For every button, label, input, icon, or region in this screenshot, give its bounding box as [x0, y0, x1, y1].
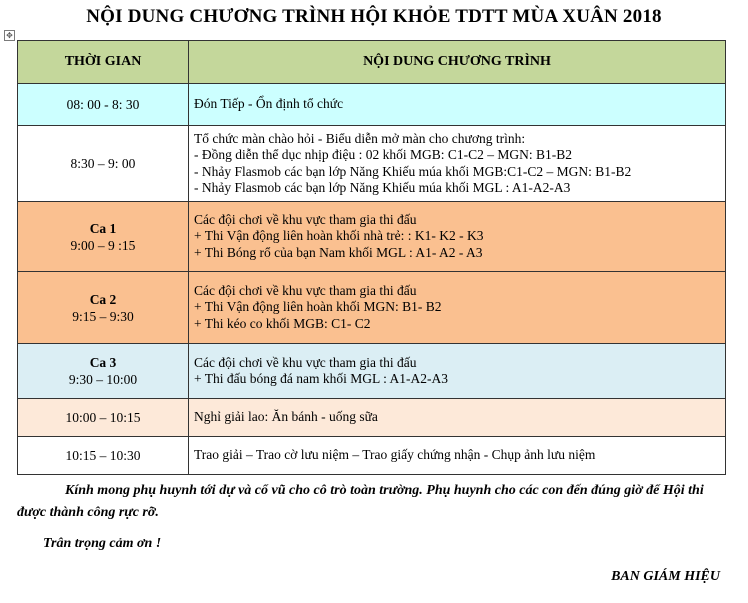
content-line: + Thi đấu bóng đá nam khối MGL : A1-A2-A3 [194, 371, 448, 386]
time-cell [18, 344, 189, 399]
content-line: - Nhảy Flasmob các bạn lớp Năng Khiếu múa khối MGB:C1-C2 – MGN: B1-B2 [194, 163, 632, 179]
table-row [18, 344, 726, 399]
table-row [18, 202, 726, 272]
content-cell [189, 202, 726, 272]
content-line: Các đội chơi về khu vực tham gia thi đấu [194, 282, 417, 298]
shift-label: Ca 1 [89, 220, 117, 236]
content-line: + Thi Vận động liên hoàn khối MGN: B1- B2 [194, 299, 442, 315]
time-text: 9:00 – 9 :15 [70, 237, 136, 253]
content-cell [189, 84, 726, 126]
time-text: 08: 00 - 8: 30 [66, 97, 140, 112]
content-line: + Thi Vận động liên hoàn khối nhà trẻ: : K1- K2 - K3 [194, 228, 484, 244]
table-row [18, 437, 726, 475]
table-header-row [18, 41, 726, 84]
time-cell [18, 272, 189, 344]
time-cell [18, 126, 189, 202]
thanks-line: Trân trọng cảm ơn ! [43, 536, 162, 551]
content-line: - Đồng diễn thể dục nhịp điệu : 02 khối MGB: C1-C2 – MGN: B1-B2 [194, 147, 572, 162]
time-text: 10:15 – 10:30 [65, 448, 141, 463]
content-line: Trao giải – Trao cờ lưu niệm – Trao giấy chứng nhận - Chụp ảnh lưu niệm [194, 447, 596, 463]
content-cell [189, 272, 726, 344]
header-content: NỘI DUNG CHƯƠNG TRÌNH [189, 41, 726, 84]
time-text: 10:00 – 10:15 [65, 410, 141, 425]
schedule-table [17, 40, 726, 475]
content-line: Đón Tiếp - Ổn định tổ chức [194, 96, 344, 112]
time-cell [18, 399, 189, 437]
document-title: NỘI DUNG CHƯƠNG TRÌNH HỘI KHỎE TDTT MÙA XUÂN 2018 [86, 6, 662, 27]
closing-note: Kính mong phụ huynh tới dự và cổ vũ cho cô trò toàn trường. Phụ huynh cho các con đến đúng giờ để Hội thi được thành công rực rỡ. [17, 483, 704, 520]
time-cell [18, 84, 189, 126]
content-line: + Thi Bóng rổ của bạn Nam khối MGL : A1- A2 - A3 [194, 244, 483, 260]
content-cell [189, 399, 726, 437]
content-line: - Nhảy Flasmob các bạn lớp Năng Khiếu múa khối MGL : A1-A2-A3 [194, 180, 571, 195]
time-cell [18, 437, 189, 475]
time-text: 9:30 – 10:00 [68, 372, 138, 387]
content-cell [189, 126, 726, 202]
shift-label: Ca 3 [89, 355, 117, 370]
time-text: 8:30 – 9: 00 [70, 156, 136, 171]
time-text: 9:15 – 9:30 [72, 308, 134, 324]
content-line: Các đội chơi về khu vực tham gia thi đấu [194, 211, 417, 227]
table-row [18, 84, 726, 126]
shift-label: Ca 2 [89, 291, 117, 307]
content-cell [189, 437, 726, 475]
content-line: Tổ chức màn chào hỏi - Biểu diễn mở màn cho chương trình: [194, 130, 526, 146]
signature: BAN GIÁM HIỆU [611, 569, 720, 584]
content-cell [189, 344, 726, 399]
content-line: Nghỉ giải lao: Ăn bánh - uống sữa [194, 409, 378, 425]
table-row [18, 126, 726, 202]
content-line: Các đội chơi về khu vực tham gia thi đấu [194, 354, 417, 370]
table-row [18, 399, 726, 437]
header-time: THỜI GIAN [18, 41, 189, 84]
table-row [18, 272, 726, 344]
content-line: + Thi kéo co khối MGB: C1- C2 [194, 315, 371, 331]
time-cell [18, 202, 189, 272]
move-icon[interactable]: ✥ [4, 30, 15, 41]
